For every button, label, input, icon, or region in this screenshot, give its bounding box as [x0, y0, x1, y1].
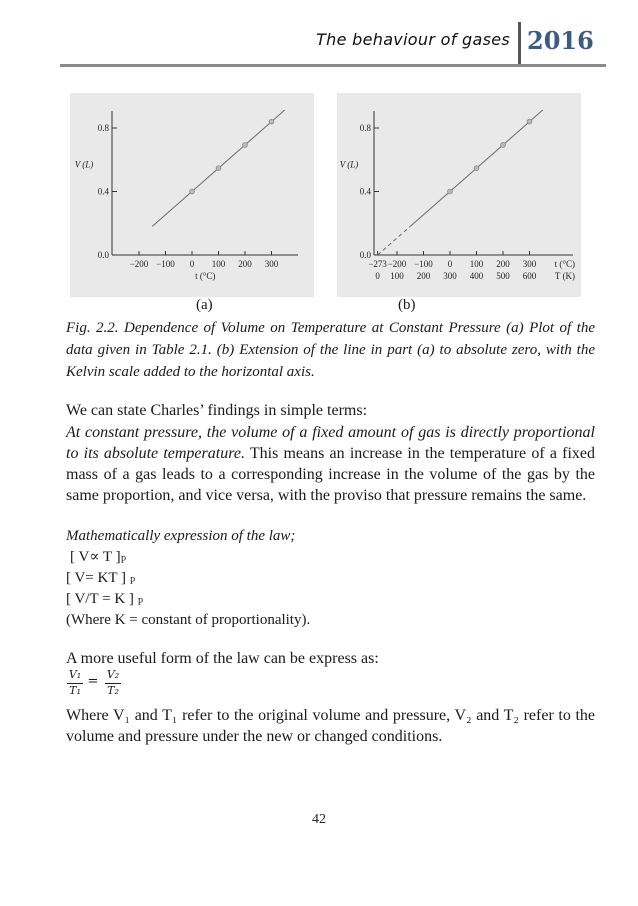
x-tick-label: −100: [156, 259, 175, 269]
chart-panel-a: [70, 93, 314, 297]
x-tick-label: 0: [189, 259, 195, 269]
pressure-subscript: P: [129, 576, 136, 587]
charles-law-paragraph: [66, 422, 595, 506]
x-axis-label-celsius: t (°C): [554, 259, 575, 269]
useful-form-text: A more useful form of the law can be express as:: [66, 650, 379, 667]
variables-explanation: Where V₁ and T₁ refer to the original volume and pressure, V₂ and T₂ refer to the volume and pressure under the new or changed conditions.: [66, 707, 595, 745]
data-point: [527, 119, 532, 124]
data-point: [269, 119, 274, 124]
y-tick-label: 0.0: [97, 250, 109, 260]
x-tick-label: 100: [211, 259, 226, 269]
y-tick-label: 0.4: [97, 186, 109, 197]
header-separator: [518, 22, 521, 66]
constant-definition: (Where K = constant of proportionality).: [66, 612, 311, 628]
equation-v-kt-text: [ V= KT ]: [66, 570, 126, 586]
figure-label-b: (b): [398, 297, 416, 313]
chart-b-svg: [337, 93, 581, 297]
x-axis-label: t (°C): [195, 271, 216, 281]
kelvin-tick-label: 600: [522, 271, 537, 281]
kelvin-tick-label: 400: [469, 271, 484, 281]
y-axis-label: V (L): [74, 159, 94, 170]
pressure-subscript: P: [120, 555, 127, 566]
data-point: [501, 143, 506, 148]
data-point: [243, 143, 248, 148]
x-tick-label: 300: [264, 259, 279, 269]
x-tick-label: 200: [238, 259, 252, 269]
y-tick-label: 0.4: [359, 186, 371, 197]
chart-panel-b: [337, 93, 581, 297]
fraction-t1: T₁: [69, 684, 81, 697]
fraction-v2: V₂: [106, 668, 120, 681]
data-point: [448, 189, 453, 194]
x-tick-label: −100: [414, 259, 433, 269]
extrapolation-line: [378, 226, 411, 255]
kelvin-tick-label: 100: [390, 271, 404, 281]
law-statement: At constant pressure, the volume of a fixed amount of gas is directly proportional to its absolute temperature.: [66, 424, 595, 462]
law-heading: Mathematically expression of the law;: [66, 528, 296, 544]
y-tick-label: 0.8: [359, 123, 371, 133]
x-tick-label: 300: [522, 259, 537, 269]
fraction-equals: =: [87, 674, 99, 689]
kelvin-tick-label: 500: [496, 271, 510, 281]
page-number: 42: [312, 812, 326, 827]
fraction-t2: T₂: [107, 684, 119, 697]
y-tick-label: 0.0: [359, 250, 371, 260]
figure-caption: Fig. 2.2. Dependence of Volume on Temperature at Constant Pressure (a) Plot of the data given in Table 2.1. (b) Extension of the line in part (a) to absolute zero, with the Kelvin scale added to the horizontal axis.: [66, 320, 595, 380]
x-tick-label: −200: [129, 259, 149, 269]
header-year: 2016: [527, 26, 594, 55]
figure-label-a: (a): [196, 297, 213, 313]
y-tick-label: 0.8: [97, 123, 109, 133]
equation-proportional-text: [ V∝ T ]: [70, 549, 121, 565]
equation-v-over-t-text: [ V/T = K ]: [66, 591, 134, 607]
data-point: [216, 166, 221, 171]
pressure-subscript: P: [137, 597, 144, 608]
kelvin-tick-label: 300: [443, 271, 457, 281]
x-tick-label: 200: [496, 259, 510, 269]
kelvin-tick-label: 0: [375, 271, 380, 281]
chart-a-svg: [70, 93, 314, 297]
x-tick-label: 0: [447, 259, 453, 269]
x-axis-label-kelvin: T (K): [554, 271, 575, 281]
y-axis-label: V (L): [339, 159, 359, 170]
fraction-v1: V₁: [68, 668, 82, 681]
x-tick-label: −200: [387, 259, 407, 269]
kelvin-tick-label: 200: [416, 271, 431, 281]
header-rule: [60, 64, 606, 67]
data-point: [474, 166, 479, 171]
running-header-title: The behaviour of gases: [316, 30, 510, 49]
x-tick-label: 100: [469, 259, 484, 269]
intro-text: We can state Charles’ findings in simple terms:: [66, 402, 368, 419]
x-tick-label: −273: [368, 259, 387, 269]
data-point: [190, 189, 195, 194]
law-explanation: This means an increase in the temperature of a fixed mass of a gas leads to a corresponding increase in the volume of the gas by the same proportion, and vice versa, with the proviso that pressure remains the same.: [66, 445, 596, 504]
